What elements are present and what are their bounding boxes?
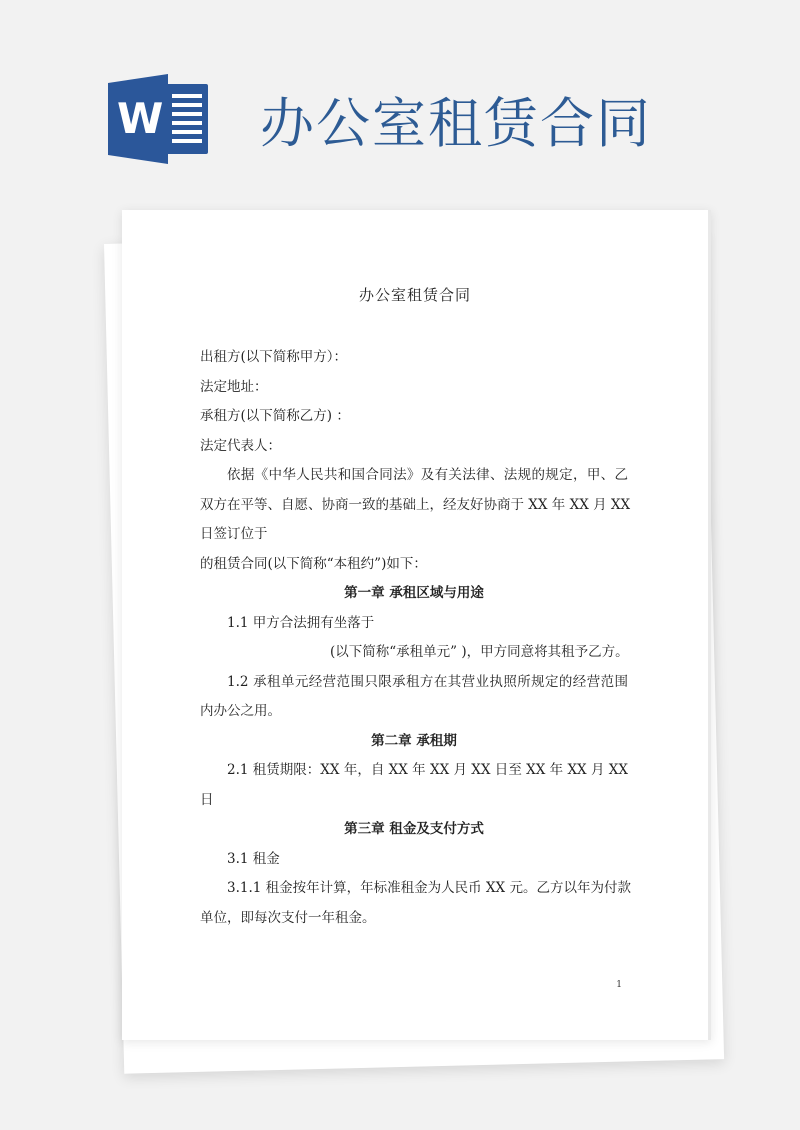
word-icon-letter: W: [117, 94, 164, 143]
paragraph-line: 的租赁合同(以下简称“本租约”)如下：: [200, 555, 427, 572]
clause-1-2: 1.2 承租单元经营范围只限承租方在其营业执照所规定的经营范围: [227, 673, 628, 690]
chapter-heading-3: 第三章 租金及支付方式: [344, 821, 484, 837]
banner-title: 办公室租赁合同: [260, 91, 652, 155]
word-icon-lines: [172, 94, 202, 148]
legal-address-line: 法定地址：: [200, 378, 268, 395]
document-body: [200, 343, 631, 933]
document-page: [122, 210, 711, 1040]
paragraph-line: 日签订位于: [200, 526, 268, 542]
chapter-heading-1: 第一章 承租区域与用途: [344, 585, 484, 601]
page-number: 1: [616, 980, 622, 990]
clause-3-1-1: 3.1.1 租金按年计算，年标准租金为人民币 XX 元。乙方以年为付款: [227, 880, 631, 896]
clause-3-1-1-cont: 单位，即每次支付一年租金。: [200, 909, 376, 926]
clause-2-1: 2.1 租赁期限：XX 年，自 XX 年 XX 月 XX 日至 XX 年 XX 月 XX: [227, 762, 628, 778]
clause-1-1-cont: (以下简称“承租单元” )，甲方同意将其租予乙方。: [330, 644, 629, 660]
clause-3-1: 3.1 租金: [227, 850, 280, 867]
clause-2-1-cont: 日: [200, 791, 214, 808]
clause-1-2-cont: 内办公之用。: [200, 703, 281, 719]
word-icon: [108, 74, 208, 164]
chapter-heading-2: 第二章 承租期: [371, 732, 457, 749]
clause-1-1: 1.1 甲方合法拥有坐落于: [227, 614, 375, 631]
legal-rep-line: 法定代表人：: [200, 437, 281, 454]
paragraph-line: 依据《中华人民共和国合同法》及有关法律、法规的规定，甲、乙: [227, 467, 628, 483]
document-title: 办公室租赁合同: [358, 286, 471, 304]
lessee-line: 承租方(以下简称乙方) ：: [200, 408, 350, 424]
lessor-line: 出租方(以下简称甲方）：: [200, 349, 348, 365]
paragraph-line: 双方在平等、自愿、协商一致的基础上，经友好协商于 XX 年 XX 月 XX: [200, 496, 631, 513]
header-banner: [108, 74, 652, 164]
